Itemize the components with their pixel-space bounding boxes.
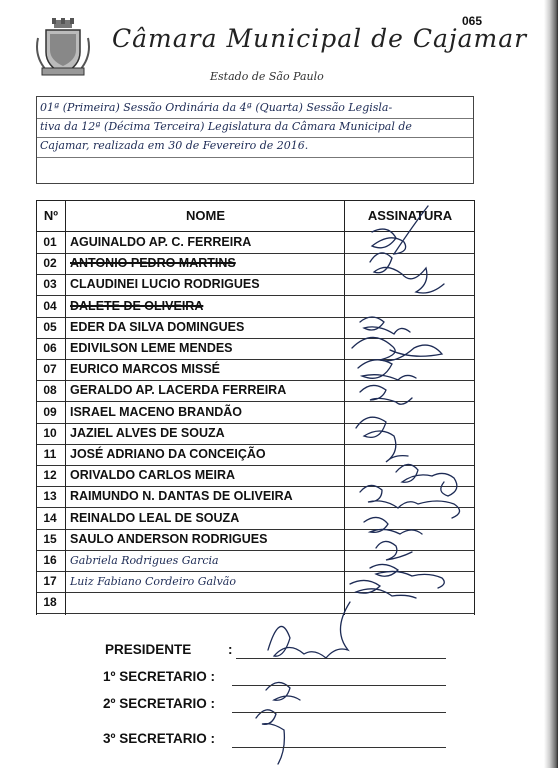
row-number: 14 <box>43 510 57 525</box>
row-name: GERALDO AP. LACERDA FERREIRA <box>70 383 287 398</box>
first-secretary-signature-line <box>232 685 446 686</box>
header-signature: ASSINATURA <box>367 208 453 223</box>
row-name: EDER DA SILVA DOMINGUES <box>70 319 245 334</box>
signature-second-secretary <box>256 710 284 764</box>
row-number: 11 <box>43 447 57 461</box>
row-number: 02 <box>43 256 57 271</box>
page-number: 065 <box>462 14 483 28</box>
signature-14 <box>364 517 422 534</box>
row-name: ANTONIO PEDRO MARTINS <box>70 256 236 271</box>
session-description-line: 01ª (Primeira) Sessão Ordinária da 4ª (Quarta) Sessão Legisla- <box>40 101 393 114</box>
chamber-title: Câmara Municipal de Cajamar <box>112 24 528 53</box>
signature-16 <box>370 564 444 588</box>
third-secretary-label: 3º SECRETARIO : <box>103 731 215 746</box>
row-name: Gabriela Rodrigues Garcia <box>70 554 219 567</box>
signature-president <box>268 602 350 658</box>
row-name: SAULO ANDERSON RODRIGUES <box>70 531 268 546</box>
signature-12 <box>396 464 457 496</box>
session-description-line: tiva da 12ª (Décima Terceira) Legislatura da Câmara Municipal de <box>40 120 412 133</box>
row-name: ORIVALDO CARLOS MEIRA <box>70 468 236 483</box>
row-name: ISRAEL MACENO BRANDÃO <box>70 404 242 419</box>
signature-15 <box>376 541 412 560</box>
row-name: JAZIEL ALVES DE SOUZA <box>70 425 225 440</box>
row-number: 10 <box>43 425 57 440</box>
row-name: EDIVILSON LEME MENDES <box>70 341 233 355</box>
row-number: 17 <box>43 574 57 589</box>
signature-03 <box>370 253 444 293</box>
row-name: RAIMUNDO N. DANTAS DE OLIVEIRA <box>70 489 293 504</box>
row-number: 04 <box>43 298 57 313</box>
third-secretary-signature-line <box>232 747 446 748</box>
row-name: REINALDO LEAL DE SOUZA <box>70 510 240 525</box>
signature-13 <box>360 485 460 518</box>
row-number: 01 <box>43 235 57 249</box>
second-secretary-label: 2º SECRETARIO : <box>103 696 215 711</box>
president-label: PRESIDENTE <box>105 642 192 657</box>
row-number: 07 <box>43 362 57 377</box>
row-number: 03 <box>43 277 57 292</box>
row-number: 15 <box>43 531 57 546</box>
row-name: EURICO MARCOS MISSÉ <box>70 362 221 377</box>
signature-06 <box>352 337 442 360</box>
row-number: 18 <box>43 595 57 610</box>
signature-10 <box>356 417 408 462</box>
header-name: NOME <box>186 208 225 223</box>
signature-01 <box>372 206 428 254</box>
signature-08 <box>360 385 412 404</box>
row-number: 12 <box>43 468 57 483</box>
header-number: Nº <box>43 208 59 223</box>
row-name: AGUINALDO AP. C. FERREIRA <box>70 235 252 249</box>
chamber-subtitle: Estado de São Paulo <box>210 70 324 83</box>
row-name: DALETE DE OLIVEIRA <box>70 298 204 313</box>
row-number: 13 <box>43 489 57 504</box>
signature-05 <box>360 317 410 334</box>
row-number: 08 <box>43 383 57 398</box>
row-name: Luiz Fabiano Cordeiro Galvão <box>70 575 236 589</box>
row-number: 16 <box>43 553 57 567</box>
row-number: 06 <box>43 341 57 355</box>
signature-07 <box>358 360 416 380</box>
first-secretary-label: 1º SECRETARIO : <box>103 669 215 684</box>
row-number: 09 <box>43 404 57 419</box>
row-name: JOSÉ ADRIANO DA CONCEIÇÃO <box>70 447 266 461</box>
second-secretary-signature-line <box>232 712 446 713</box>
row-number: 05 <box>43 319 57 334</box>
signature-17 <box>350 580 416 598</box>
session-description-line: Cajamar, realizada em 30 de Fevereiro de 2016. <box>40 139 309 152</box>
president-colon: : <box>228 642 233 657</box>
president-signature-line <box>236 658 446 659</box>
row-name: CLAUDINEI LUCIO RODRIGUES <box>70 277 260 292</box>
